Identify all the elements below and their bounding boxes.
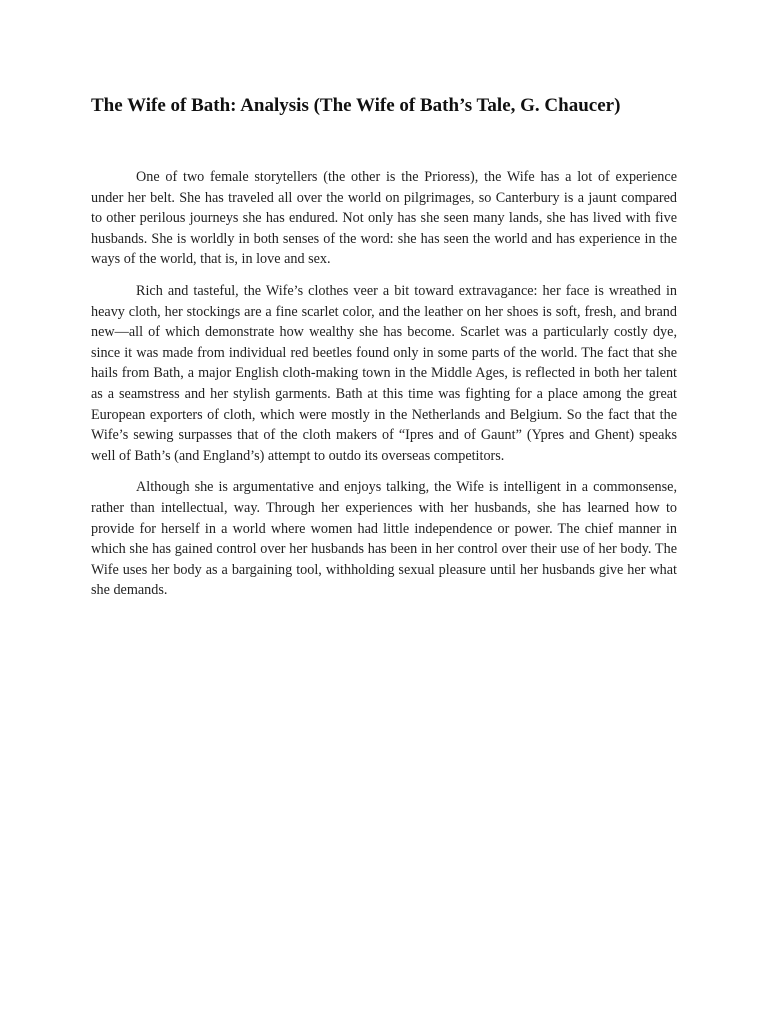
paragraph-1: One of two female storytellers (the other is the Prioress), the Wife has a lot of experience under her belt. She has traveled all over the world on pilgrimages, so Canterbury is a jaunt compared to other perilous journeys she has endured. Not only has she seen many lands, she has lived with five husbands. She is worldly in both senses of the word: she has seen the world and has experience in the ways of the world, that is, in love and sex. <box>91 169 677 268</box>
paragraph-3: Although she is argumentative and enjoys talking, the Wife is intelligent in a commonsense, rather than intellectual, way. Through her experiences with her husbands, she has learned how to provide for herself in a world where women had little independence or power. The chief manner in which she has gained control over her husbands has been in her control over their use of her body. The Wife uses her body as a bargaining tool, withholding sexual pleasure until her husbands give her what she demands. <box>91 479 677 599</box>
paragraph-2: Rich and tasteful, the Wife’s clothes veer a bit toward extravagance: her face is wreathed in heavy cloth, her stockings are a fine scarlet color, and the leather on her shoes is soft, fresh, and brand new—all of which demonstrate how wealthy she has become. Scarlet was a particularly costly dye, since it was made from individual red beetles found only in some parts of the world. The fact that she hails from Bath, a major English cloth-making town in the Middle Ages, is reflected in both her talent as a seamstress and her stylish garments. Bath at this time was fighting for a place among the great European exporters of cloth, which were mostly in the Netherlands and Belgium. So the fact that the Wife’s sewing surpasses that of the cloth makers of “Ipres and of Gaunt” (Ypres and Ghent) speaks well of Bath’s (and England’s) attempt to outdo its overseas competitors. <box>91 282 677 464</box>
document-body <box>91 167 677 612</box>
document-title: The Wife of Bath: Analysis (The Wife of Bath’s Tale, G. Chaucer) <box>91 95 621 116</box>
